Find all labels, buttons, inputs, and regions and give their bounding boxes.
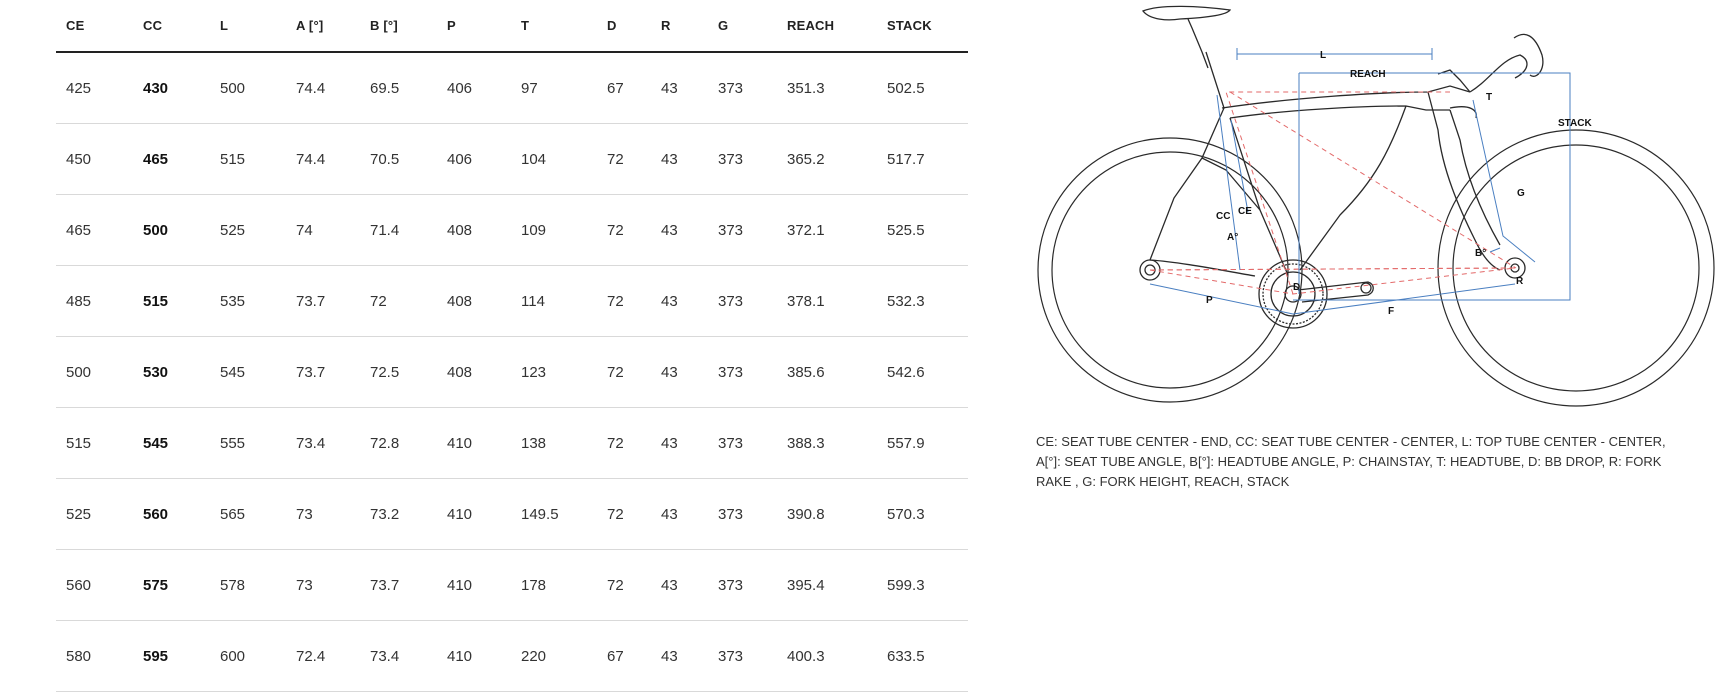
table-cell: 535 bbox=[210, 266, 286, 337]
table-cell: 373 bbox=[708, 550, 777, 621]
label-t: T bbox=[1486, 92, 1493, 103]
table-cell: 138 bbox=[511, 408, 597, 479]
table-cell: 149.5 bbox=[511, 479, 597, 550]
table-cell: 373 bbox=[708, 266, 777, 337]
table-cell: 72.5 bbox=[360, 337, 437, 408]
table-cell: 73.2 bbox=[360, 479, 437, 550]
table-cell: 373 bbox=[708, 52, 777, 124]
table-cell: 72 bbox=[360, 266, 437, 337]
column-header-stack: STACK bbox=[877, 0, 968, 52]
table-row bbox=[56, 621, 968, 692]
table-cell: 114 bbox=[511, 266, 597, 337]
table-cell: 406 bbox=[437, 124, 511, 195]
table-row bbox=[56, 337, 968, 408]
table-cell: 365.2 bbox=[777, 124, 877, 195]
table-cell: 351.3 bbox=[777, 52, 877, 124]
table-cell: 72 bbox=[597, 479, 651, 550]
table-cell: 74.4 bbox=[286, 124, 360, 195]
table-cell: 220 bbox=[511, 621, 597, 692]
table-cell: 502.5 bbox=[877, 52, 968, 124]
table-cell: 532.3 bbox=[877, 266, 968, 337]
column-header-reach: REACH bbox=[777, 0, 877, 52]
table-cell: 123 bbox=[511, 337, 597, 408]
table-cell: 600 bbox=[210, 621, 286, 692]
column-header-ce: CE bbox=[56, 0, 133, 52]
table-cell: 500 bbox=[210, 52, 286, 124]
table-cell: 570.3 bbox=[877, 479, 968, 550]
table-cell: 73 bbox=[286, 550, 360, 621]
frame bbox=[1143, 6, 1543, 276]
table-cell: 595 bbox=[133, 621, 210, 692]
table-row bbox=[56, 266, 968, 337]
table-cell: 43 bbox=[651, 266, 708, 337]
table-cell: 530 bbox=[133, 337, 210, 408]
table-cell: 73.7 bbox=[286, 266, 360, 337]
label-l: L bbox=[1320, 50, 1327, 61]
label-ce: CE bbox=[1238, 206, 1252, 217]
geometry-guide-lines bbox=[1150, 92, 1516, 294]
table-cell: 465 bbox=[56, 195, 133, 266]
table-cell: 74 bbox=[286, 195, 360, 266]
table-cell: 73.4 bbox=[360, 621, 437, 692]
bike-geometry-diagram bbox=[1030, 0, 1726, 420]
table-cell: 43 bbox=[651, 52, 708, 124]
table-row bbox=[56, 408, 968, 479]
table-cell: 485 bbox=[56, 266, 133, 337]
table-cell: 72 bbox=[597, 550, 651, 621]
table-cell: 542.6 bbox=[877, 337, 968, 408]
table-cell: 515 bbox=[133, 266, 210, 337]
table-cell: 408 bbox=[437, 337, 511, 408]
table-cell: 373 bbox=[708, 195, 777, 266]
table-header-row bbox=[56, 0, 968, 52]
table-row bbox=[56, 195, 968, 266]
table-cell: 72 bbox=[597, 266, 651, 337]
table-cell: 372.1 bbox=[777, 195, 877, 266]
table-cell: 73.4 bbox=[286, 408, 360, 479]
column-header-r: R bbox=[651, 0, 708, 52]
table-cell: 560 bbox=[56, 550, 133, 621]
table-cell: 580 bbox=[56, 621, 133, 692]
table-cell: 72 bbox=[597, 337, 651, 408]
table-cell: 578 bbox=[210, 550, 286, 621]
table-cell: 599.3 bbox=[877, 550, 968, 621]
table-cell: 430 bbox=[133, 52, 210, 124]
table-cell: 525 bbox=[210, 195, 286, 266]
table-cell: 425 bbox=[56, 52, 133, 124]
column-header-g: G bbox=[708, 0, 777, 52]
table-cell: 400.3 bbox=[777, 621, 877, 692]
table-cell: 373 bbox=[708, 621, 777, 692]
table-cell: 555 bbox=[210, 408, 286, 479]
table-cell: 525 bbox=[56, 479, 133, 550]
table-cell: 465 bbox=[133, 124, 210, 195]
table-cell: 565 bbox=[210, 479, 286, 550]
label-reach: REACH bbox=[1350, 69, 1386, 80]
label-stack: STACK bbox=[1558, 118, 1592, 129]
table-cell: 373 bbox=[708, 124, 777, 195]
label-cc: CC bbox=[1216, 211, 1231, 222]
geometry-legend-caption: CE: SEAT TUBE CENTER - END, CC: SEAT TUBE CENTER - CENTER, L: TOP TUBE CENTER - CENTER, A[°]: SEAT TUBE ANGLE, B[°]: HEADTUBE ANGLE, P: CHAINSTAY, T: HEADTUBE, D: BB DROP, R: FORK RAKE , G: FORK HEIGHT, REACH, STACK bbox=[1036, 434, 1666, 489]
table-cell: 373 bbox=[708, 408, 777, 479]
table-cell: 395.4 bbox=[777, 550, 877, 621]
column-header-a: A [°] bbox=[286, 0, 360, 52]
column-header-t: T bbox=[511, 0, 597, 52]
label-g: G bbox=[1517, 188, 1525, 199]
label-f: F bbox=[1388, 306, 1395, 317]
column-header-p: P bbox=[437, 0, 511, 52]
table-cell: 385.6 bbox=[777, 337, 877, 408]
front-wheel bbox=[1438, 130, 1714, 406]
table-cell: 43 bbox=[651, 408, 708, 479]
table-cell: 450 bbox=[56, 124, 133, 195]
table-cell: 410 bbox=[437, 550, 511, 621]
table-cell: 545 bbox=[210, 337, 286, 408]
table-cell: 575 bbox=[133, 550, 210, 621]
table-cell: 109 bbox=[511, 195, 597, 266]
table-cell: 72 bbox=[597, 124, 651, 195]
column-header-b: B [°] bbox=[360, 0, 437, 52]
table-row bbox=[56, 479, 968, 550]
table-cell: 72 bbox=[597, 408, 651, 479]
table-cell: 406 bbox=[437, 52, 511, 124]
table-cell: 43 bbox=[651, 337, 708, 408]
label-d: D bbox=[1293, 282, 1301, 293]
table-cell: 373 bbox=[708, 337, 777, 408]
table-cell: 73 bbox=[286, 479, 360, 550]
table-cell: 97 bbox=[511, 52, 597, 124]
table-cell: 72.8 bbox=[360, 408, 437, 479]
table-cell: 70.5 bbox=[360, 124, 437, 195]
table-body bbox=[56, 52, 968, 692]
table-cell: 515 bbox=[56, 408, 133, 479]
table-cell: 373 bbox=[708, 479, 777, 550]
table-cell: 410 bbox=[437, 621, 511, 692]
table-cell: 74.4 bbox=[286, 52, 360, 124]
table-cell: 43 bbox=[651, 621, 708, 692]
table-cell: 390.8 bbox=[777, 479, 877, 550]
table-cell: 408 bbox=[437, 266, 511, 337]
column-header-l: L bbox=[210, 0, 286, 52]
table-cell: 67 bbox=[597, 621, 651, 692]
table-cell: 515 bbox=[210, 124, 286, 195]
table-cell: 378.1 bbox=[777, 266, 877, 337]
table-cell: 633.5 bbox=[877, 621, 968, 692]
label-r: R bbox=[1516, 276, 1524, 287]
table-cell: 43 bbox=[651, 195, 708, 266]
table-cell: 500 bbox=[56, 337, 133, 408]
label-p: P bbox=[1206, 295, 1213, 306]
table-cell: 43 bbox=[651, 550, 708, 621]
table-cell: 500 bbox=[133, 195, 210, 266]
table-cell: 545 bbox=[133, 408, 210, 479]
table-cell: 525.5 bbox=[877, 195, 968, 266]
label-a: A° bbox=[1227, 232, 1239, 243]
table-cell: 67 bbox=[597, 52, 651, 124]
table-cell: 517.7 bbox=[877, 124, 968, 195]
table-cell: 43 bbox=[651, 124, 708, 195]
table-cell: 410 bbox=[437, 479, 511, 550]
table-cell: 71.4 bbox=[360, 195, 437, 266]
label-b: B° bbox=[1475, 248, 1487, 259]
column-header-d: D bbox=[597, 0, 651, 52]
table-cell: 72.4 bbox=[286, 621, 360, 692]
table-cell: 104 bbox=[511, 124, 597, 195]
table-cell: 560 bbox=[133, 479, 210, 550]
table-cell: 178 bbox=[511, 550, 597, 621]
table-cell: 73.7 bbox=[360, 550, 437, 621]
table-cell: 557.9 bbox=[877, 408, 968, 479]
table-cell: 43 bbox=[651, 479, 708, 550]
table-cell: 410 bbox=[437, 408, 511, 479]
geometry-table bbox=[56, 0, 968, 692]
table-row bbox=[56, 124, 968, 195]
column-header-cc: CC bbox=[133, 0, 210, 52]
table-cell: 388.3 bbox=[777, 408, 877, 479]
table-cell: 408 bbox=[437, 195, 511, 266]
table-row bbox=[56, 550, 968, 621]
table-cell: 69.5 bbox=[360, 52, 437, 124]
table-row bbox=[56, 52, 968, 124]
table-cell: 72 bbox=[597, 195, 651, 266]
table-cell: 73.7 bbox=[286, 337, 360, 408]
